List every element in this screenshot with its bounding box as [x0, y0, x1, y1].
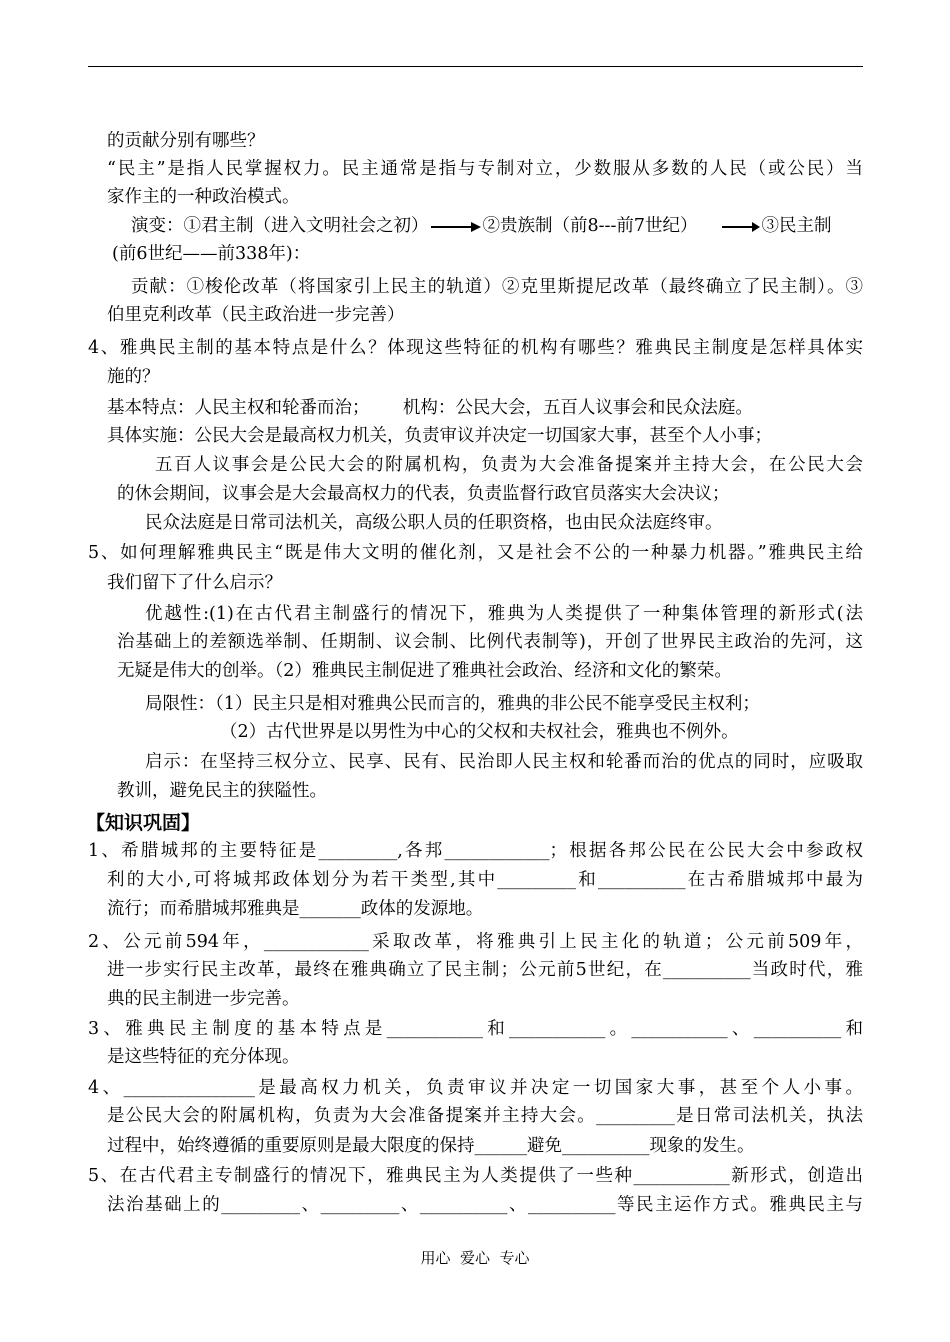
question-line: 4、雅典民主制的基本特点是什么？体现这些特征的机构有哪些？雅典民主制度是怎样具体实 — [88, 338, 863, 358]
question-line: 5、如何理解雅典民主“既是伟大文明的催化剂，又是社会不公的一种暴力机器。”雅典民主给 — [88, 543, 863, 563]
text-line: 的休会期间，议事会是大会最高权力的代表，负责监督行政官员落实大会决议； — [117, 484, 730, 504]
exercise-line: 4、_______________是最高权力机关，负责审议并决定一切国家大事，甚至个人小事。 — [88, 1078, 863, 1098]
text-line: （2）古代世界是以男性为中心的父权和夫权社会，雅典也不例外。 — [220, 722, 739, 742]
text-line: “民主”是指人民掌握权力。民主通常是指与专制对立，少数服从多数的人民（或公民）当 — [107, 159, 863, 179]
exercise-line: 进一步实行民主改革，最终在雅典确立了民主制；公元前5世纪，在__________当政时代，雅 — [107, 960, 863, 980]
exercise-line: 3、雅典民主制度的基本特点是___________和___________。___________、__________和 — [88, 1019, 863, 1039]
exercise-line: 2、公元前594年，____________采取改革，将雅典引上民主化的轨道；公元前509年， — [88, 932, 863, 952]
text-line: 基本特点：人民主权和轮番而治； 机构：公民大会，五百人议事会和民众法庭。 — [107, 398, 753, 418]
exercise-line: 是公民大会的附属机构，负责为大会准备提案并主持大会。_________是日常司法机关，执法 — [107, 1106, 863, 1126]
exercise-line: 过程中，始终遵循的重要原则是最大限度的保持______避免__________现象的发生。 — [107, 1136, 755, 1156]
right-arrow-icon — [431, 221, 481, 233]
evolution-mid: ②贵族制（前8---前7世纪） — [482, 216, 698, 236]
text-line: 家作主的一种政治模式。 — [107, 187, 300, 207]
exercise-line: 流行；而希腊城邦雅典是_______政体的发源地。 — [107, 899, 484, 919]
exercise-line: 典的民主制进一步完善。 — [107, 989, 300, 1009]
question-line: 我们留下了什么启示？ — [107, 573, 282, 593]
evolution-prefix: 演变：①君主制（进入文明社会之初） — [131, 216, 429, 236]
text-line: 伯里克利改革（民主政治进一步完善） — [107, 305, 405, 325]
right-arrow-icon — [722, 221, 760, 233]
evolution-end: ③民主制 — [761, 216, 832, 236]
text-line: 优越性:(1)在古代君主制盛行的情况下，雅典为人类提供了一种集体管理的新形式(法 — [145, 604, 863, 624]
text-line: 民众法庭是日常司法机关，高级公职人员的任职资格，也由民众法庭终审。 — [145, 513, 723, 533]
exercise-line: 法治基础上的_________、_________、__________、__________等民主运作方式。雅典民主与 — [107, 1195, 863, 1215]
text-line: 教训，避免民主的狭隘性。 — [117, 781, 327, 801]
text-line: 治基础上的差额选举制、任期制、议会制、比例代表制等)，开创了世界民主政治的先河，这 — [117, 632, 863, 652]
text-line: 启示：在坚持三权分立、民享、民有、民治即人民主权和轮番而治的优点的同时，应吸取 — [145, 752, 863, 772]
text-line: 无疑是伟大的创举。（2）雅典民主制促进了雅典社会政治、经济和文化的繁荣。 — [117, 661, 732, 681]
question-line: 施的？ — [107, 367, 160, 387]
header-rule — [88, 66, 863, 67]
text-line: (前6世纪——前338年)： — [112, 244, 311, 264]
section-title: 【知识巩固】 — [86, 812, 201, 834]
text-line: 的贡献分别有哪些？ — [107, 131, 265, 151]
text-line: 贡献：①梭伦改革（将国家引上民主的轨道）②克里斯提尼改革（最终确立了民主制）。③ — [131, 277, 863, 297]
page-footer: 用心 爱心 专心 — [420, 1249, 530, 1267]
text-line: 局限性：（1）民主只是相对雅典公民而言的，雅典的非公民不能享受民主权利； — [145, 694, 760, 714]
exercise-line: 1、希腊城邦的主要特征是_________,各邦____________；根据各邦公民在公民大会中参政权 — [88, 841, 863, 861]
text-line: 具体实施：公民大会是最高权力机关，负责审议并决定一切国家大事，甚至个人小事； — [107, 426, 772, 446]
exercise-line: 5、在古代君主专制盛行的情况下，雅典民主为人类提供了一些种___________新形式，创造出 — [88, 1166, 863, 1186]
text-line: 五百人议事会是公民大会的附属机构，负责为大会准备提案并主持大会，在公民大会 — [155, 455, 863, 475]
exercise-line: 是这些特征的充分体现。 — [107, 1047, 300, 1067]
exercise-line: 利的大小,可将城邦政体划分为若干类型,其中_________和__________在古希腊城邦中最为 — [107, 870, 863, 890]
evolution-line — [131, 214, 832, 238]
